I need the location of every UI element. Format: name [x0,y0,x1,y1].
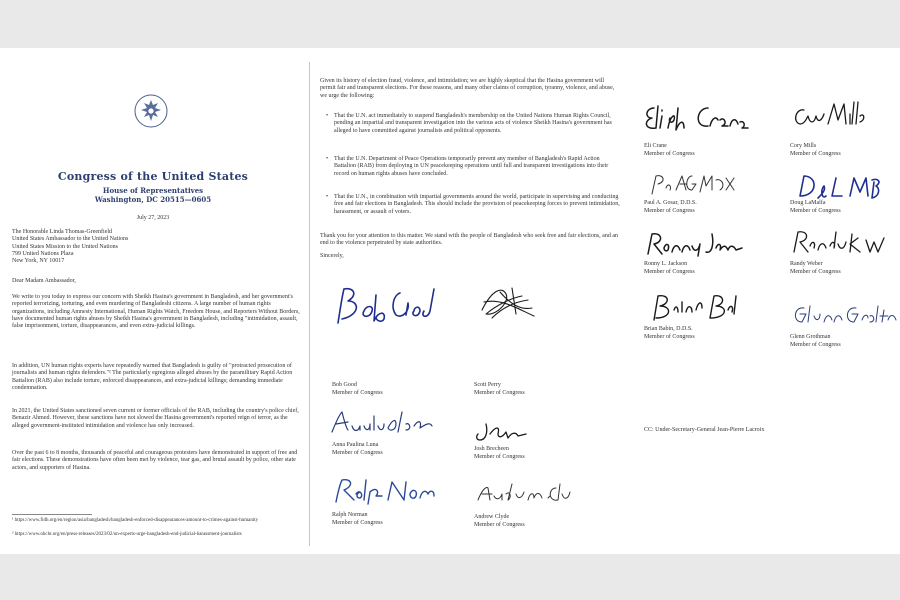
signature-glenn-grothman [788,302,898,328]
signer-name: Doug LaMalfa [790,200,826,206]
signature-stroke [698,108,748,128]
signature-andrew-clyde [472,480,572,506]
signer-role: Member of Congress [790,342,841,348]
footnote: ² https://www.ohchr.org/en/press-releases/2023/02/un-experts-urge-bangladesh-end-judicial-harassment-journalists [12,532,242,537]
signature-stroke [847,306,896,322]
signature-stroke [654,296,702,320]
signer-name: Cory Mills [790,143,817,149]
signature-randy-weber [788,228,888,258]
recipient-block [12,229,292,265]
signature-stroke [794,232,846,252]
signature-cory-mills [788,98,868,134]
signer-name: Josh Brecheen [474,446,509,452]
bullet-dot: • [326,113,329,119]
signature-doug-lamalfa [792,172,886,202]
signature-stroke [795,306,842,322]
signer-role: Member of Congress [644,269,695,275]
signature-stroke [478,484,570,500]
body-paragraph: Over the past 6 to 8 months, thousands of peaceful and courageous protesters have demonstrated in support of free and fair elections. These demonstrations have often been met by violence, tear gas, and brutal assault by police, other state actors, and supporters of Hasina. [12,450,298,471]
signer-role: Member of Congress [332,390,383,396]
signature-stroke [393,289,434,316]
signature-scott-perry [472,280,542,330]
letter-page-2 [312,48,622,554]
signature-stroke [332,412,432,432]
letter-scan [0,48,900,554]
recipient-line: United States Mission to the United Nations [12,243,118,250]
signer-role: Member of Congress [474,390,525,396]
bullet-dot: • [326,194,329,200]
signature-stroke [388,482,434,500]
signature-paul-gosar [646,172,742,198]
signature-stroke [477,424,526,440]
request-bullet: That the U.N. act immediately to suspend Bangladesh's membership on the United Nations Human Rights Council, pending an impartial and transparent investigation into the various acts of violence Sheikh Hasina's government has alleged to have committed against journalists and political opponents. [334,113,612,134]
signature-stroke [652,176,734,194]
request-bullet: That the U.N., in combination with impartial governments around the world, participate in supervising and conducting free and fair elections in Bangladesh. This should include the provision of peacekeeping forces to prevent intimidation, harassment, or assault of voters. [334,194,620,215]
footnote-divider [12,514,92,515]
signer-name: Andrew Clyde [474,514,510,520]
signature-stroke [706,234,742,252]
body-paragraph: In 2021, the United States sanctioned seven current or former officials of the RAB, including the country's police chief, Benazir Ahmed. However, these sanctions have not slowed the Hasina government's reported reign of terror, as the alleged government-instituted intimidation and violence has only increased. [12,408,299,429]
body-paragraph: In addition, UN human rights experts have repeatedly warned that Bangladesh is guilty of "protracted prosecution of journalists and human rights defenders."² The particularly egregious alleged abuses by the paramilitary Rapid Action Battalion (RAB) also include torture, enforced disappearances, and extra-judicial killings; demanding immediate condemnation. [12,363,293,391]
signature-eli-crane [640,102,750,134]
signature-stroke [648,234,700,256]
signer-role: Member of Congress [332,520,383,526]
signature-stroke [482,288,534,318]
signer-name: Paul A. Gosar, D.D.S. [644,200,697,206]
signer-role: Member of Congress [474,522,525,528]
signature-stroke [710,296,736,318]
signer-name: Bob Good [332,382,357,388]
signer-role: Member of Congress [644,208,695,214]
letter-page-1 [0,48,306,554]
letterhead-city: Washington, DC 20515—0605 [94,195,212,204]
signer-name: Brian Babin, D.D.S. [644,326,693,332]
signature-ralph-norman [326,474,436,508]
signer-role: Member of Congress [474,454,525,460]
signer-name: Scott Perry [474,382,501,388]
signer-name: Glenn Grothman [790,334,831,340]
signer-role: Member of Congress [644,334,695,340]
signature-stroke [338,289,384,323]
page2-intro: Given its history of election fraud, violence, and intimidation; we are highly skeptical that the Hasina government will permit fair and transparent elections. For these reasons, and many other claims of corruption, tyranny, violence, and abuse, we urge the following: [320,78,615,99]
cc-line: CC: Under-Secretary-General Jean-Pierre Lacroix [644,427,765,433]
signer-name: Eli Crane [644,143,667,149]
house-seal-icon [132,93,170,129]
recipient-line: 799 United Nations Plaza [12,250,74,257]
signature-stroke [336,480,382,504]
recipient-line: The Honorable Linda Thomas-Greenfield [12,229,113,235]
request-bullet: That the U.N. Department of Peace Operations temporarily prevent any member of Bangladesh's Rapid Action Battalion (RAB) from deploying in UN peacekeeping operations until full and transparent investigations into their record on human rights abuses have concluded. [334,156,609,177]
closing-paragraph: Thank you for your attention to this matter. We stand with the people of Bangladesh who seek free and fair elections, and an end to the violence perpetrated by state authorities. [320,233,618,247]
signature-anna-paulina-luna [326,408,436,438]
signer-role: Member of Congress [790,269,841,275]
signature-bob-good [330,281,440,331]
signature-stroke [796,102,864,124]
letter-page-3 [622,48,900,554]
page-divider [309,62,310,546]
signature-stroke [646,106,684,130]
recipient-line: New York, NY 10017 [12,258,65,265]
signer-role: Member of Congress [644,151,695,157]
sign-off: Sincerely, [320,253,344,259]
letterhead-chamber: House of Representatives [102,186,204,195]
signer-name: Ronny L. Jackson [644,261,688,267]
signer-name: Randy Weber [790,261,823,267]
signature-stroke [800,176,879,198]
signature-josh-brecheen [472,420,532,444]
signer-role: Member of Congress [790,151,841,157]
signature-stroke [850,234,884,252]
salutation: Dear Madam Ambassador, [12,278,76,284]
recipient-line: United States Ambassador to the United Nations [12,236,129,243]
signer-name: Anna Paulina Luna [332,442,379,448]
signature-ronny-jackson [642,230,746,258]
body-paragraph: We write to you today to express our concern with Sheikh Hasina's government in Bangladesh, and her government's reported terrorizing, torturing, and even murdering of Bangladeshi citizens. A large number of human rights organizations, including Amnesty International, Human Rights Watch, Freedom House, and Reporters Without Borders, have documented human rights abuses by Sheikh Hasina's government in Bangladesh, including "intimidation, assault, false imprisonment, torture, disappearances, and even extra-judicial killings. [12,294,300,330]
footnote: ¹ https://www.fidh.org/en/region/asia/bangladesh/bangladesh-enforced-disappearances-amount-to-crimes-against-humanity [12,518,259,523]
letterhead-title: Congress of the United States [57,170,249,183]
letter-date: July 27, 2023 [136,215,170,221]
signature-brian-babin [644,292,740,324]
bullet-dot: • [326,156,329,162]
signer-role: Member of Congress [332,450,383,456]
signer-role: Member of Congress [790,208,841,214]
signer-name: Ralph Norman [332,512,368,518]
